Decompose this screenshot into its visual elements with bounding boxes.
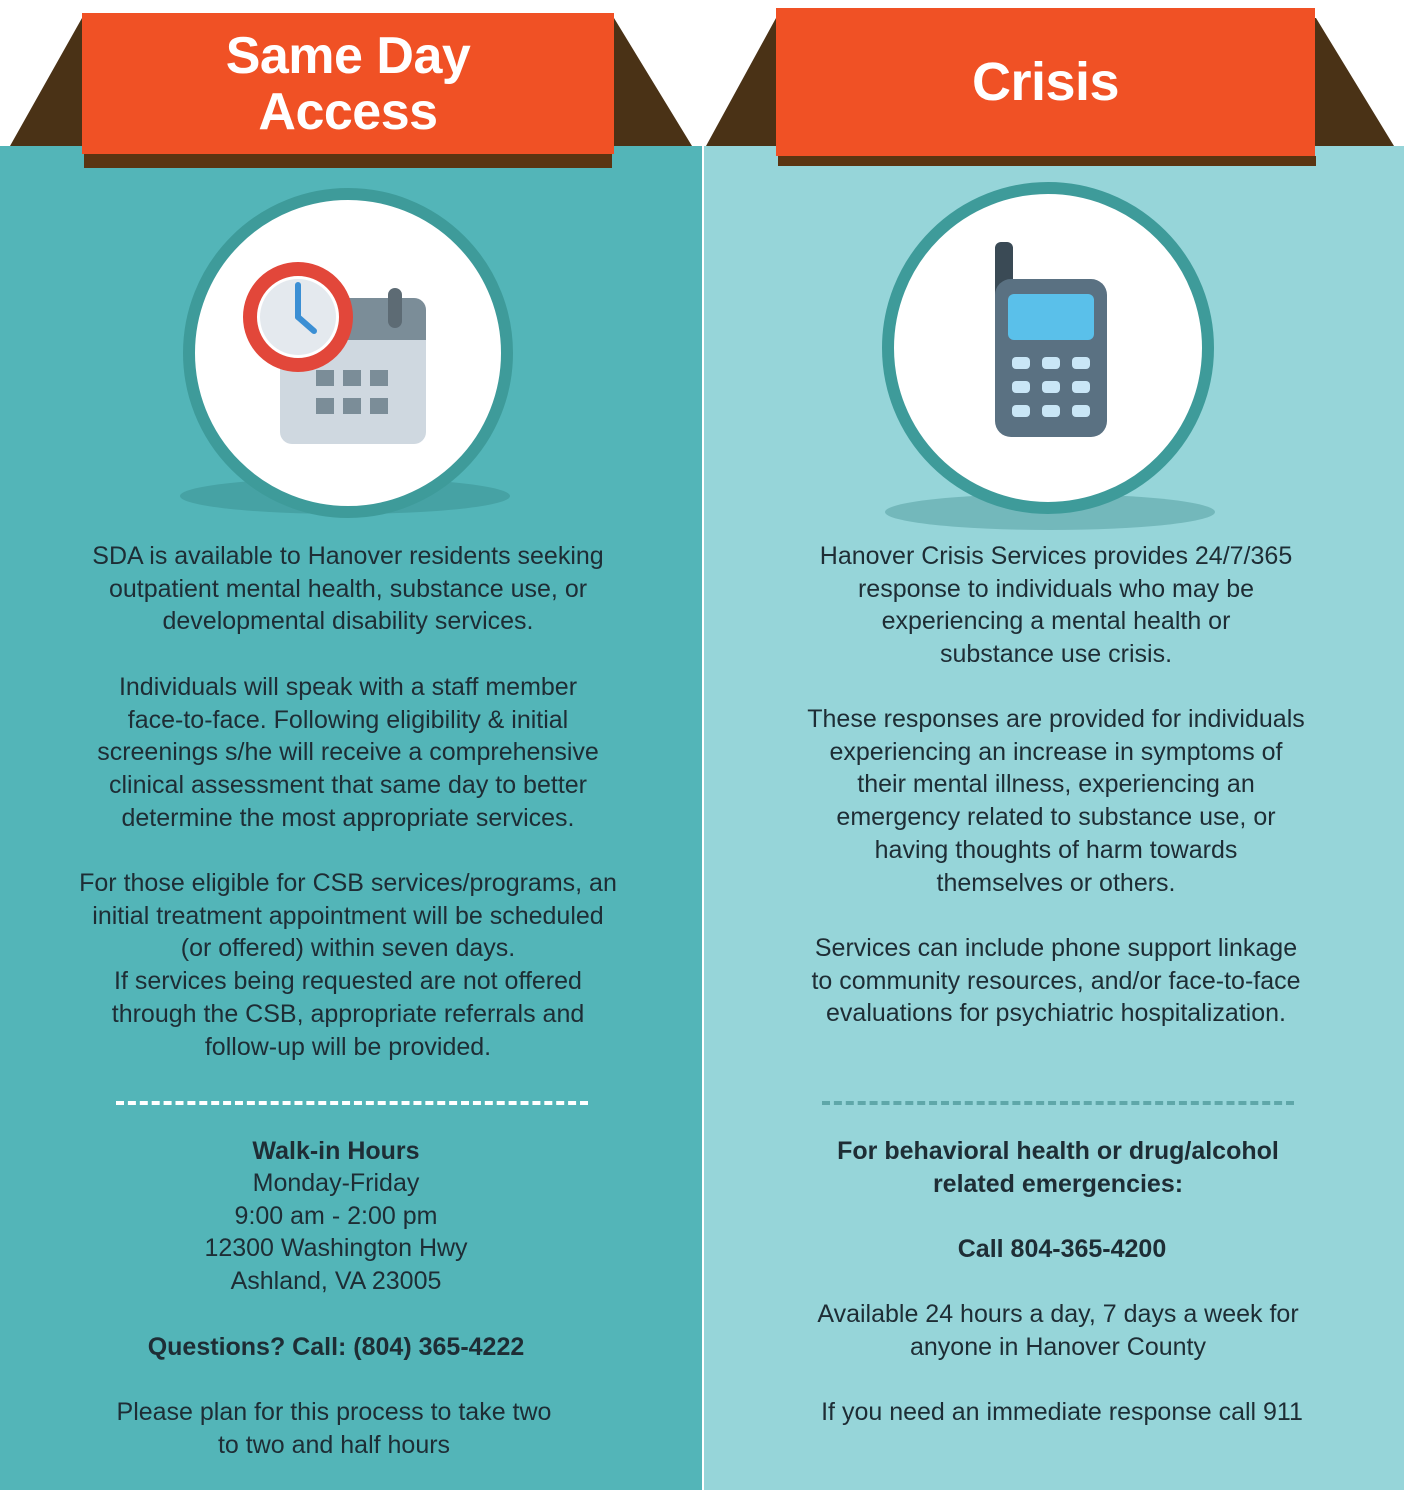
crisis-phone: Call 804-365-4200 (957, 1235, 1167, 1263)
crisis-title-text: Crisis (971, 52, 1120, 112)
banner-shadow-left (84, 154, 612, 168)
banner-shadow-right (778, 156, 1316, 166)
crisis-availability: Available 24 hours a day, 7 days a week for anyone in Hanover County (817, 1300, 1299, 1361)
crisis-title (776, 8, 1315, 156)
crisis-responses: These responses are provided for individuals experiencing an increase in symptoms of their mental illness, experiencing an emergency related to substance use, or having thoughts of harm towards themselves or others. (807, 705, 1305, 897)
sda-description: SDA is available to Hanover residents seeking outpatient mental health, substance use, or developmental disability services. (92, 542, 604, 636)
sda-eligibility: For those eligible for CSB services/programs, an initial treatment appointment will be scheduled (or offered) within seven days. If services being requested are not offered through the CSB, appropriate referrals and follow-up will be provided. (79, 869, 617, 1061)
same-day-access-title-text: Same Day Access (225, 26, 471, 141)
divider-left (116, 1101, 588, 1105)
mobile-phone-icon (882, 182, 1214, 514)
immediate-response-911: If you need an immediate response call 911 (821, 1398, 1303, 1426)
questions-phone: Questions? Call: (804) 365-4222 (147, 1333, 525, 1361)
emergency-heading: For behavioral health or drug/alcohol related emergencies: (837, 1137, 1279, 1198)
walk-in-hours-details: Monday-Friday 9:00 am - 2:00 pm 12300 Washington Hwy Ashland, VA 23005 (204, 1169, 468, 1296)
crisis-description: Hanover Crisis Services provides 24/7/365 response to individuals who may be experiencing a mental health or substance use crisis. (819, 542, 1293, 669)
walk-in-hours-heading: Walk-in Hours (252, 1137, 420, 1165)
crisis-services: Services can include phone support linkage to community resources, and/or face-to-face evaluations for psychiatric hospitalization. (811, 934, 1301, 1028)
calendar-clock-icon (183, 188, 513, 518)
same-day-access-title (82, 13, 614, 154)
process-duration-note: Please plan for this process to take two to two and half hours (116, 1398, 552, 1459)
divider-right (822, 1101, 1294, 1105)
sda-process: Individuals will speak with a staff member face-to-face. Following eligibility & initial screenings s/he will receive a comprehensive clinical assessment that same day to better determine the most appropriate services. (97, 673, 599, 832)
